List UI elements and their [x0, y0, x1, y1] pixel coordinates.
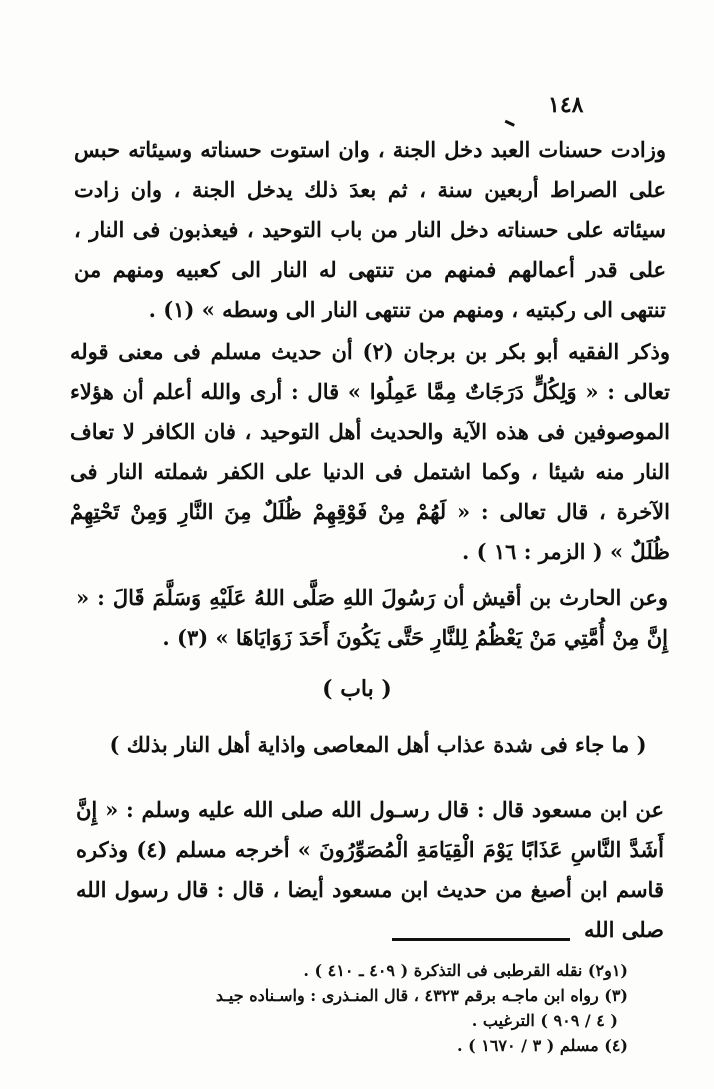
- ink-mark: [505, 114, 518, 126]
- paragraph-text: وزادت حسنات العبد دخل الجنة ، وان استوت حسناته وسيئاته حبس على الصراط أربعين سنة ، ثم بعدَ ذلك يدخل الجنة ، وان زادت سيئاته على حسناته دخل النار من باب التوحيد ، فيعذبون فى النار ، على قدر أعمالهم فمنهم من تنتهى له النار الى كعبيه ومنهم من تنتهى الى ركبتيه ، ومنهم من تنتهى النار الى وسطه » (١) .: [74, 137, 666, 322]
- paragraph-ibn-barjan: [70, 332, 670, 572]
- footnote-4: (٤) مسلم ( ٣ / ١٦٧٠ ) .: [456, 1036, 628, 1055]
- page-number: ١٤٨: [548, 92, 584, 118]
- footnote-3: (٣) رواه ابن ماجـه برقم ٤٣٢٣ ، قال المنـذرى : واسـناده جيـد: [215, 986, 628, 1005]
- footnotes: [56, 958, 628, 1058]
- footnote-divider: [392, 938, 570, 941]
- chapter-title: ( ما جاء فى شدة عذاب أهل المعاصى واذاية أهل النار بذلك ): [109, 732, 647, 757]
- paragraph-harith-hadith: [76, 578, 668, 658]
- paragraph-text: عن ابن مسعود قال : قال رسـول الله صلى الله عليه وسلم : « إِنَّ أَشَدَّ النَّاسِ عَذَابًا يَوْمَ الْقِيَامَةِ الْمُصَوِّرُونَ » أخرجه مسلم (٤) وذكره قاسم ابن أصبغ من حديث ابن مسعود أيضا ، قال : قال رسول الله صلى الله: [76, 797, 664, 942]
- paragraph-ibn-masud: [76, 790, 664, 950]
- paragraph-text: وذكر الفقيه أبو بكر بن برجان (٢) أن حديث مسلم فى معنى قوله تعالى : « وَلِكُلٍّ دَرَجَاتٌ مِمَّا عَمِلُوا » قال : أرى والله أعلم أن هؤلاء الموصوفين فى هذه الآية والحديث أهل التوحيد ، فان الكافر لا تعاف النار منه شيئا ، وكما اشتمل فى الدنيا على الكفر شملته النار فى الآخرة ، قال تعالى : « لَهُمْ مِنْ فَوْقِهِمْ ظُلَلٌ مِنَ النَّارِ وَمِنْ تَحْتِهِمْ ظُلَلٌ » ( الزمر : ١٦ ) .: [70, 339, 671, 564]
- paragraph-continuation: [74, 130, 666, 330]
- chapter-heading: ( باب ): [322, 676, 392, 702]
- paragraph-text: وعن الحارث بن أقيش أن رَسُولَ اللهِ صَلَّى اللهُ عَلَيْهِ وَسَلَّمَ قَالَ : « إِنَّ مِنْ أُمَّتِي مَنْ يَعْظُمُ لِلنَّارِ حَتَّى يَكُونَ أَحَدَ زَوَايَاهَا » (٣) .: [76, 585, 668, 650]
- footnote-1-2: (١و٢) نقله القرطبى فى التذكرة ( ٤٠٩ ـ ٤١٠ ) .: [303, 961, 628, 980]
- footnote-3-continued: ( ٤ / ٩٠٩ ) الترغيب .: [471, 1011, 618, 1030]
